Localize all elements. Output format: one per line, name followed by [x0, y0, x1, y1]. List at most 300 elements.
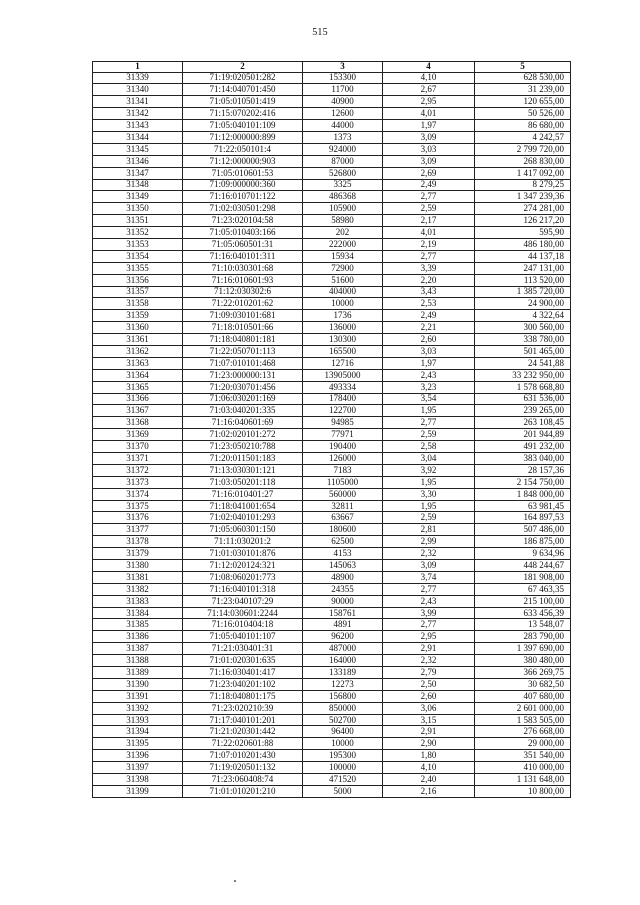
value-cell: 8 279,25	[475, 179, 571, 191]
value-cell: 13 548,07	[475, 619, 571, 631]
value-cell: 300 560,00	[475, 322, 571, 334]
row-number-cell: 31387	[93, 643, 183, 655]
row-number-cell: 31353	[93, 238, 183, 250]
cadastral-number-cell: 71:18:040801:175	[183, 690, 303, 702]
area-cell: 87000	[303, 155, 383, 167]
cadastral-number-cell: 71:05:010403:166	[183, 227, 303, 239]
cadastral-number-cell: 71:01:030101:876	[183, 548, 303, 560]
cadastral-number-cell: 71:13:030301:121	[183, 464, 303, 476]
value-cell: 2 154 750,00	[475, 476, 571, 488]
row-number-cell: 31386	[93, 631, 183, 643]
table-row	[93, 560, 571, 572]
value-cell: 276 668,00	[475, 726, 571, 738]
row-number-cell: 31394	[93, 726, 183, 738]
rate-cell: 2,60	[383, 334, 475, 346]
table-row	[93, 595, 571, 607]
value-cell: 67 463,35	[475, 583, 571, 595]
table-body	[93, 72, 571, 797]
column-header-1: 1	[93, 62, 183, 73]
value-cell: 501 465,00	[475, 345, 571, 357]
area-cell: 164000	[303, 655, 383, 667]
rate-cell: 3,03	[383, 143, 475, 155]
rate-cell: 2,90	[383, 738, 475, 750]
rate-cell: 3,39	[383, 262, 475, 274]
rate-cell: 3,74	[383, 571, 475, 583]
value-cell: 383 040,00	[475, 453, 571, 465]
table-row	[93, 120, 571, 132]
table-row	[93, 690, 571, 702]
table-row	[93, 619, 571, 631]
value-cell: 33 232 950,00	[475, 369, 571, 381]
row-number-cell: 31390	[93, 678, 183, 690]
rate-cell: 2,49	[383, 179, 475, 191]
rate-cell: 3,92	[383, 464, 475, 476]
row-number-cell: 31348	[93, 179, 183, 191]
row-number-cell: 31363	[93, 357, 183, 369]
row-number-cell: 31341	[93, 96, 183, 108]
value-cell: 1 417 092,00	[475, 167, 571, 179]
area-cell: 493334	[303, 381, 383, 393]
rate-cell: 3,23	[383, 381, 475, 393]
table-row	[93, 345, 571, 357]
cadastral-number-cell: 71:16:040601:69	[183, 417, 303, 429]
cadastral-number-cell: 71:19:020501:282	[183, 72, 303, 84]
rate-cell: 1,97	[383, 357, 475, 369]
table-row	[93, 227, 571, 239]
area-cell: 850000	[303, 702, 383, 714]
area-cell: 32811	[303, 500, 383, 512]
area-cell: 156800	[303, 690, 383, 702]
rate-cell: 2,77	[383, 191, 475, 203]
row-number-cell: 31347	[93, 167, 183, 179]
cadastral-number-cell: 71:01:020301:635	[183, 655, 303, 667]
area-cell: 105900	[303, 203, 383, 215]
area-cell: 1736	[303, 310, 383, 322]
value-cell: 2 799 720,00	[475, 143, 571, 155]
row-number-cell: 31369	[93, 429, 183, 441]
cadastral-number-cell: 71:22:020601:88	[183, 738, 303, 750]
cadastral-number-cell: 71:21:020301:442	[183, 726, 303, 738]
cadastral-value-table	[92, 61, 571, 798]
row-number-cell: 31376	[93, 512, 183, 524]
value-cell: 1 385 720,00	[475, 286, 571, 298]
table-row	[93, 417, 571, 429]
cadastral-number-cell: 71:02:020101:272	[183, 429, 303, 441]
value-cell: 50 526,00	[475, 108, 571, 120]
table-row	[93, 714, 571, 726]
value-cell: 1 583 505,00	[475, 714, 571, 726]
cadastral-number-cell: 71:16:010601:93	[183, 274, 303, 286]
rate-cell: 2,99	[383, 536, 475, 548]
value-cell: 407 680,00	[475, 690, 571, 702]
rate-cell: 2,77	[383, 619, 475, 631]
area-cell: 526800	[303, 167, 383, 179]
rate-cell: 3,15	[383, 714, 475, 726]
value-cell: 29 000,00	[475, 738, 571, 750]
value-cell: 274 281,00	[475, 203, 571, 215]
table-row	[93, 84, 571, 96]
rate-cell: 2,95	[383, 96, 475, 108]
row-number-cell: 31356	[93, 274, 183, 286]
table-row	[93, 215, 571, 227]
rate-cell: 4,10	[383, 762, 475, 774]
area-cell: 924000	[303, 143, 383, 155]
value-cell: 631 536,00	[475, 393, 571, 405]
row-number-cell: 31392	[93, 702, 183, 714]
value-cell: 1 397 690,00	[475, 643, 571, 655]
rate-cell: 2,77	[383, 583, 475, 595]
cadastral-number-cell: 71:23:000000:131	[183, 369, 303, 381]
row-number-cell: 31380	[93, 560, 183, 572]
area-cell: 13905000	[303, 369, 383, 381]
area-cell: 158761	[303, 607, 383, 619]
row-number-cell: 31365	[93, 381, 183, 393]
cadastral-number-cell: 71:12:000000:899	[183, 131, 303, 143]
table-row	[93, 250, 571, 262]
table-header-row	[93, 62, 571, 73]
cadastral-number-cell: 71:09:000000:360	[183, 179, 303, 191]
rate-cell: 2,43	[383, 369, 475, 381]
row-number-cell: 31388	[93, 655, 183, 667]
area-cell: 126000	[303, 453, 383, 465]
row-number-cell: 31377	[93, 524, 183, 536]
rate-cell: 3,03	[383, 345, 475, 357]
cadastral-number-cell: 71:06:030201:169	[183, 393, 303, 405]
row-number-cell: 31372	[93, 464, 183, 476]
cadastral-number-cell: 71:22:010201:62	[183, 298, 303, 310]
value-cell: 338 780,00	[475, 334, 571, 346]
rate-cell: 4,10	[383, 72, 475, 84]
area-cell: 487000	[303, 643, 383, 655]
value-cell: 30 682,50	[475, 678, 571, 690]
cadastral-number-cell: 71:22:050701:113	[183, 345, 303, 357]
table-row	[93, 369, 571, 381]
rate-cell: 2,59	[383, 203, 475, 215]
area-cell: 12716	[303, 357, 383, 369]
row-number-cell: 31374	[93, 488, 183, 500]
rate-cell: 1,95	[383, 500, 475, 512]
row-number-cell: 31361	[93, 334, 183, 346]
value-cell: 268 830,00	[475, 155, 571, 167]
rate-cell: 2,91	[383, 643, 475, 655]
row-number-cell: 31371	[93, 453, 183, 465]
value-cell: 633 456,39	[475, 607, 571, 619]
rate-cell: 2,69	[383, 167, 475, 179]
rate-cell: 3,09	[383, 131, 475, 143]
row-number-cell: 31398	[93, 774, 183, 786]
rate-cell: 2,67	[383, 84, 475, 96]
rate-cell: 2,60	[383, 690, 475, 702]
row-number-cell: 31385	[93, 619, 183, 631]
rate-cell: 2,50	[383, 678, 475, 690]
cadastral-number-cell: 71:09:030101:681	[183, 310, 303, 322]
value-cell: 366 269,75	[475, 667, 571, 679]
value-cell: 24 900,00	[475, 298, 571, 310]
area-cell: 62500	[303, 536, 383, 548]
cadastral-number-cell: 71:01:010201:210	[183, 785, 303, 797]
area-cell: 7183	[303, 464, 383, 476]
rate-cell: 2,19	[383, 238, 475, 250]
rate-cell: 2,17	[383, 215, 475, 227]
row-number-cell: 31395	[93, 738, 183, 750]
row-number-cell: 31397	[93, 762, 183, 774]
cadastral-number-cell: 71:05:010601:53	[183, 167, 303, 179]
table-row	[93, 429, 571, 441]
row-number-cell: 31399	[93, 785, 183, 797]
table-row	[93, 179, 571, 191]
area-cell: 12600	[303, 108, 383, 120]
cadastral-number-cell: 71:03:050201:118	[183, 476, 303, 488]
rate-cell: 2,77	[383, 417, 475, 429]
row-number-cell: 31343	[93, 120, 183, 132]
area-cell: 40900	[303, 96, 383, 108]
row-number-cell: 31352	[93, 227, 183, 239]
value-cell: 201 944,89	[475, 429, 571, 441]
table-row	[93, 488, 571, 500]
rate-cell: 2,43	[383, 595, 475, 607]
table-row	[93, 464, 571, 476]
value-cell: 628 530,00	[475, 72, 571, 84]
area-cell: 5000	[303, 785, 383, 797]
value-cell: 181 908,00	[475, 571, 571, 583]
row-number-cell: 31366	[93, 393, 183, 405]
cadastral-number-cell: 71:07:010101:468	[183, 357, 303, 369]
rate-cell: 2,32	[383, 655, 475, 667]
table-row	[93, 774, 571, 786]
cadastral-number-cell: 71:16:010401:27	[183, 488, 303, 500]
area-cell: 72900	[303, 262, 383, 274]
table-row	[93, 655, 571, 667]
area-cell: 63667	[303, 512, 383, 524]
cadastral-number-cell: 71:12:030302:6	[183, 286, 303, 298]
cadastral-number-cell: 71:18:041001:654	[183, 500, 303, 512]
area-cell: 11700	[303, 84, 383, 96]
cadastral-number-cell: 71:16:030401:417	[183, 667, 303, 679]
table-row	[93, 536, 571, 548]
row-number-cell: 31358	[93, 298, 183, 310]
cadastral-number-cell: 71:16:010701:122	[183, 191, 303, 203]
row-number-cell: 31355	[93, 262, 183, 274]
rate-cell: 3,09	[383, 560, 475, 572]
value-cell: 448 244,67	[475, 560, 571, 572]
area-cell: 560000	[303, 488, 383, 500]
cadastral-number-cell: 71:23:050210:788	[183, 441, 303, 453]
rate-cell: 2,95	[383, 631, 475, 643]
row-number-cell: 31367	[93, 405, 183, 417]
area-cell: 12273	[303, 678, 383, 690]
value-cell: 1 578 668,80	[475, 381, 571, 393]
cadastral-number-cell: 71:23:020210:39	[183, 702, 303, 714]
table-row	[93, 726, 571, 738]
row-number-cell: 31383	[93, 595, 183, 607]
cadastral-number-cell: 71:22:050101:4	[183, 143, 303, 155]
area-cell: 100000	[303, 762, 383, 774]
row-number-cell: 31368	[93, 417, 183, 429]
table-row	[93, 286, 571, 298]
row-number-cell: 31364	[93, 369, 183, 381]
table-row	[93, 274, 571, 286]
table-row	[93, 334, 571, 346]
value-cell: 351 540,00	[475, 750, 571, 762]
table-row	[93, 678, 571, 690]
cadastral-number-cell: 71:14:030601:2244	[183, 607, 303, 619]
area-cell: 190400	[303, 441, 383, 453]
table-row	[93, 607, 571, 619]
cadastral-number-cell: 71:17:040101:201	[183, 714, 303, 726]
table-row	[93, 191, 571, 203]
rate-cell: 1,95	[383, 476, 475, 488]
area-cell: 3325	[303, 179, 383, 191]
table-row	[93, 571, 571, 583]
table-row	[93, 738, 571, 750]
area-cell: 153300	[303, 72, 383, 84]
value-cell: 31 239,00	[475, 84, 571, 96]
table-row	[93, 238, 571, 250]
row-number-cell: 31373	[93, 476, 183, 488]
value-cell: 283 790,00	[475, 631, 571, 643]
cadastral-number-cell: 71:18:010501:66	[183, 322, 303, 334]
table-row	[93, 785, 571, 797]
rate-cell: 3,04	[383, 453, 475, 465]
area-cell: 136000	[303, 322, 383, 334]
cadastral-number-cell: 71:02:040101:293	[183, 512, 303, 524]
cadastral-number-cell: 71:12:000000:903	[183, 155, 303, 167]
table-row	[93, 131, 571, 143]
row-number-cell: 31362	[93, 345, 183, 357]
row-number-cell: 31370	[93, 441, 183, 453]
rate-cell: 4,01	[383, 227, 475, 239]
area-cell: 486368	[303, 191, 383, 203]
area-cell: 202	[303, 227, 383, 239]
cadastral-number-cell: 71:16:010404:18	[183, 619, 303, 631]
table-row	[93, 702, 571, 714]
area-cell: 4891	[303, 619, 383, 631]
row-number-cell: 31382	[93, 583, 183, 595]
value-cell: 28 157,36	[475, 464, 571, 476]
rate-cell: 2,53	[383, 298, 475, 310]
table-row	[93, 524, 571, 536]
row-number-cell: 31339	[93, 72, 183, 84]
area-cell: 195300	[303, 750, 383, 762]
row-number-cell: 31354	[93, 250, 183, 262]
value-cell: 595,90	[475, 227, 571, 239]
value-cell: 24 541,88	[475, 357, 571, 369]
value-cell: 2 601 000,00	[475, 702, 571, 714]
table-row	[93, 476, 571, 488]
row-number-cell: 31391	[93, 690, 183, 702]
area-cell: 94985	[303, 417, 383, 429]
row-number-cell: 31349	[93, 191, 183, 203]
area-cell: 77971	[303, 429, 383, 441]
row-number-cell: 31381	[93, 571, 183, 583]
area-cell: 96200	[303, 631, 383, 643]
cadastral-number-cell: 71:11:030201:2	[183, 536, 303, 548]
table-row	[93, 298, 571, 310]
table-row	[93, 262, 571, 274]
table-row	[93, 167, 571, 179]
table-row	[93, 500, 571, 512]
area-cell: 133189	[303, 667, 383, 679]
cadastral-number-cell: 71:03:040201:335	[183, 405, 303, 417]
cadastral-number-cell: 71:07:010201:430	[183, 750, 303, 762]
row-number-cell: 31393	[93, 714, 183, 726]
cadastral-number-cell: 71:16:040101:311	[183, 250, 303, 262]
area-cell: 15934	[303, 250, 383, 262]
column-header-4: 4	[383, 62, 475, 73]
column-header-2: 2	[183, 62, 303, 73]
cadastral-number-cell: 71:20:011501:183	[183, 453, 303, 465]
row-number-cell: 31346	[93, 155, 183, 167]
cadastral-number-cell: 71:10:030301:68	[183, 262, 303, 274]
value-cell: 239 265,00	[475, 405, 571, 417]
table-row	[93, 750, 571, 762]
area-cell: 24355	[303, 583, 383, 595]
table-row	[93, 322, 571, 334]
table-row	[93, 357, 571, 369]
area-cell: 10000	[303, 298, 383, 310]
cadastral-number-cell: 71:21:030401:31	[183, 643, 303, 655]
value-cell: 113 520,00	[475, 274, 571, 286]
value-cell: 126 217,20	[475, 215, 571, 227]
cadastral-number-cell: 71:18:040801:181	[183, 334, 303, 346]
value-cell: 120 655,00	[475, 96, 571, 108]
area-cell: 178400	[303, 393, 383, 405]
row-number-cell: 31342	[93, 108, 183, 120]
rate-cell: 2,49	[383, 310, 475, 322]
rate-cell: 2,21	[383, 322, 475, 334]
table-row	[93, 203, 571, 215]
rate-cell: 3,30	[383, 488, 475, 500]
row-number-cell: 31344	[93, 131, 183, 143]
area-cell: 90000	[303, 595, 383, 607]
cadastral-number-cell: 71:05:040101:107	[183, 631, 303, 643]
table-row	[93, 441, 571, 453]
column-header-3: 3	[303, 62, 383, 73]
cadastral-number-cell: 71:23:060408:74	[183, 774, 303, 786]
row-number-cell: 31340	[93, 84, 183, 96]
value-cell: 10 800,00	[475, 785, 571, 797]
area-cell: 1373	[303, 131, 383, 143]
row-number-cell: 31379	[93, 548, 183, 560]
rate-cell: 2,59	[383, 512, 475, 524]
value-cell: 86 680,00	[475, 120, 571, 132]
value-cell: 4 322,64	[475, 310, 571, 322]
area-cell: 404000	[303, 286, 383, 298]
value-cell: 491 232,00	[475, 441, 571, 453]
table-row	[93, 310, 571, 322]
row-number-cell: 31350	[93, 203, 183, 215]
cadastral-number-cell: 71:05:010501:419	[183, 96, 303, 108]
area-cell: 145063	[303, 560, 383, 572]
rate-cell: 2,32	[383, 548, 475, 560]
cadastral-number-cell: 71:19:020501:132	[183, 762, 303, 774]
rate-cell: 2,91	[383, 726, 475, 738]
area-cell: 44000	[303, 120, 383, 132]
value-cell: 9 634,96	[475, 548, 571, 560]
table-row	[93, 143, 571, 155]
rate-cell: 2,59	[383, 429, 475, 441]
rate-cell: 1,95	[383, 405, 475, 417]
rate-cell: 3,09	[383, 155, 475, 167]
value-cell: 215 100,00	[475, 595, 571, 607]
rate-cell: 2,81	[383, 524, 475, 536]
rate-cell: 1,97	[383, 120, 475, 132]
row-number-cell: 31351	[93, 215, 183, 227]
row-number-cell: 31396	[93, 750, 183, 762]
area-cell: 96400	[303, 726, 383, 738]
table-row	[93, 155, 571, 167]
value-cell: 410 000,00	[475, 762, 571, 774]
